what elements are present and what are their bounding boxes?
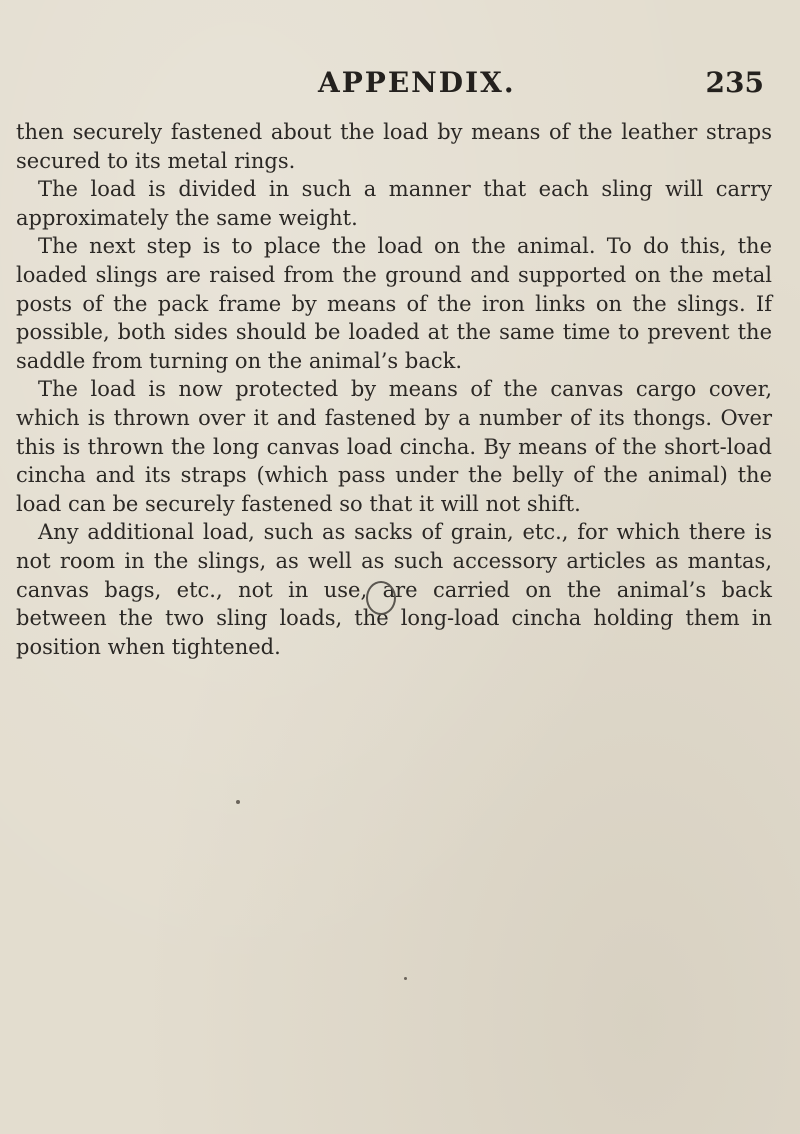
page-number: 235 — [705, 66, 764, 99]
circle-mark-icon — [366, 581, 396, 615]
paragraph-5: Any additional load, such as sacks of grain, etc., for which there is not room in the slings, as well as such accessory articles as mantas, canvas bags, etc., not in use, are carried on the animal’s back between the two sling loads, the long-load cincha holding them in position when tightened. — [16, 520, 772, 659]
paragraph-2: The load is divided in such a manner that each sling will carry approximately the same weight. — [16, 177, 772, 230]
running-head: APPENDIX. — [318, 66, 516, 99]
paragraph-3: The next step is to place the load on the animal. To do this, the loaded slings are raised from the ground and supported on the metal posts of the pack frame by means of the iron links on the slings. If possible, both sides should be loaded at the same time to prevent the saddle from turning on the animal’s back. — [16, 234, 772, 373]
page-header — [0, 66, 800, 106]
paragraph-1: then securely fastened about the load by means of the leather straps secured to its metal rings. — [16, 120, 772, 173]
ink-speck — [404, 977, 407, 980]
paragraph-4: The load is now protected by means of the canvas cargo cover, which is thrown over it and fastened by a number of its thongs. Over this is thrown the long canvas load cincha. By means of the short-load cincha and its straps (which pass under the belly of the animal) the load can be securely fastened so that it will not shift. — [16, 377, 772, 516]
body-text — [16, 118, 772, 661]
ink-speck — [236, 800, 240, 804]
